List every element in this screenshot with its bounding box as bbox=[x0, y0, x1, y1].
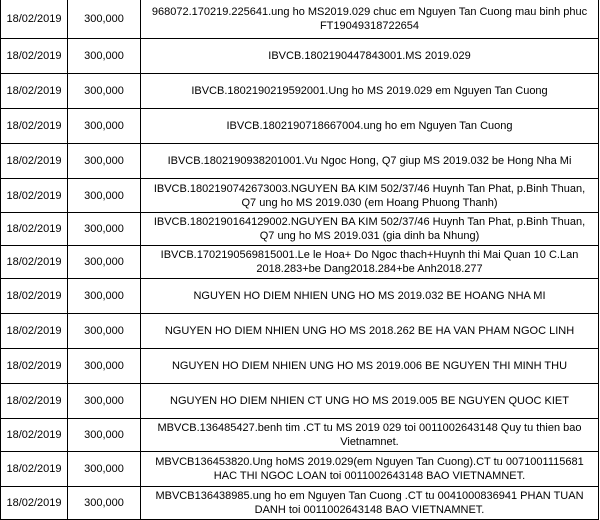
description-cell: IBVCB.1802190742673003.NGUYEN BA KIM 502/37/46 Huynh Tan Phat, p.Binh Thuan, Q7 ung ho MS 2019.030 (em Hoang Phuong Thanh) bbox=[141, 179, 599, 213]
table-row bbox=[1, 179, 599, 213]
date-cell: 18/02/2019 bbox=[1, 144, 68, 179]
amount-cell: 300,000 bbox=[68, 0, 141, 39]
description-cell: IBVCB.1802190938201001.Vu Ngoc Hong, Q7 giup MS 2019.032 be Hong Nha Mi bbox=[141, 144, 599, 179]
date-cell: 18/02/2019 bbox=[1, 384, 68, 419]
table-row bbox=[1, 144, 599, 179]
date-cell: 18/02/2019 bbox=[1, 213, 68, 246]
amount-cell: 300,000 bbox=[68, 349, 141, 384]
table-row bbox=[1, 39, 599, 74]
date-cell: 18/02/2019 bbox=[1, 314, 68, 349]
description-cell: MBVCB136438985.ung ho em Nguyen Tan Cuong .CT tu 0041000836941 PHAN TUAN DANH toi 0011002643148 BAO VIETNAMNET. bbox=[141, 487, 599, 520]
date-cell: 18/02/2019 bbox=[1, 349, 68, 384]
table-row bbox=[1, 279, 599, 314]
description-cell: 968072.170219.225641.ung ho MS2019.029 chuc em Nguyen Tan Cuong mau binh phuc FT19049318722654 bbox=[141, 0, 599, 39]
description-cell: IBVCB.1702190569815001.Le le Hoa+ Do Ngoc thach+Huynh thi Mai Quan 10 C.Lan 2018.283+be Dang2018.284+be Anh2018.277 bbox=[141, 246, 599, 279]
date-cell: 18/02/2019 bbox=[1, 487, 68, 520]
table-row bbox=[1, 487, 599, 520]
amount-cell: 300,000 bbox=[68, 179, 141, 213]
description-cell: IBVCB.1802190219592001.Ung ho MS 2019.029 em Nguyen Tan Cuong bbox=[141, 74, 599, 109]
amount-cell: 300,000 bbox=[68, 144, 141, 179]
amount-cell: 300,000 bbox=[68, 109, 141, 144]
amount-cell: 300,000 bbox=[68, 74, 141, 109]
table-row bbox=[1, 314, 599, 349]
table-row bbox=[1, 349, 599, 384]
date-cell: 18/02/2019 bbox=[1, 419, 68, 452]
table-row bbox=[1, 109, 599, 144]
date-cell: 18/02/2019 bbox=[1, 74, 68, 109]
description-cell: NGUYEN HO DIEM NHIEN UNG HO MS 2019.006 BE NGUYEN THI MINH THU bbox=[141, 349, 599, 384]
date-cell: 18/02/2019 bbox=[1, 109, 68, 144]
amount-cell: 300,000 bbox=[68, 213, 141, 246]
table-row bbox=[1, 384, 599, 419]
table-row bbox=[1, 74, 599, 109]
amount-cell: 300,000 bbox=[68, 384, 141, 419]
date-cell: 18/02/2019 bbox=[1, 39, 68, 74]
amount-cell: 300,000 bbox=[68, 452, 141, 487]
description-cell: NGUYEN HO DIEM NHIEN UNG HO MS 2019.032 BE HOANG NHA MI bbox=[141, 279, 599, 314]
date-cell: 18/02/2019 bbox=[1, 179, 68, 213]
date-cell: 18/02/2019 bbox=[1, 246, 68, 279]
description-cell: NGUYEN HO DIEM NHIEN UNG HO MS 2018.262 BE HA VAN PHAM NGOC LINH bbox=[141, 314, 599, 349]
description-cell: IBVCB.1802190164129002.NGUYEN BA KIM 502/37/46 Huynh Tan Phat, p.Binh Thuan, Q7 ung ho MS 2019.031 (gia dinh ba Nhung) bbox=[141, 213, 599, 246]
description-cell: MBVCB.136485427.benh tim .CT tu MS 2019 029 toi 0011002643148 Quy tu thien bao Vietnamnet. bbox=[141, 419, 599, 452]
description-cell: MBVCB136453820.Ung hoMS 2019.029(em Nguyen Tan Cuong).CT tu 0071001115681 HAC THI NGOC LOAN toi 0011002643148 BAO VIETNAMNET. bbox=[141, 452, 599, 487]
amount-cell: 300,000 bbox=[68, 39, 141, 74]
table-row bbox=[1, 419, 599, 452]
amount-cell: 300,000 bbox=[68, 314, 141, 349]
date-cell: 18/02/2019 bbox=[1, 0, 68, 39]
amount-cell: 300,000 bbox=[68, 487, 141, 520]
description-cell: IBVCB.1802190718667004.ung ho em Nguyen Tan Cuong bbox=[141, 109, 599, 144]
date-cell: 18/02/2019 bbox=[1, 279, 68, 314]
date-cell: 18/02/2019 bbox=[1, 452, 68, 487]
description-cell: IBVCB.1802190447843001.MS 2019.029 bbox=[141, 39, 599, 74]
description-cell: NGUYEN HO DIEM NHIEN CT UNG HO MS 2019.005 BE NGUYEN QUOC KIET bbox=[141, 384, 599, 419]
table-row bbox=[1, 246, 599, 279]
amount-cell: 300,000 bbox=[68, 279, 141, 314]
amount-cell: 300,000 bbox=[68, 419, 141, 452]
table-row bbox=[1, 0, 599, 39]
amount-cell: 300,000 bbox=[68, 246, 141, 279]
table-row bbox=[1, 452, 599, 487]
table-row bbox=[1, 213, 599, 246]
